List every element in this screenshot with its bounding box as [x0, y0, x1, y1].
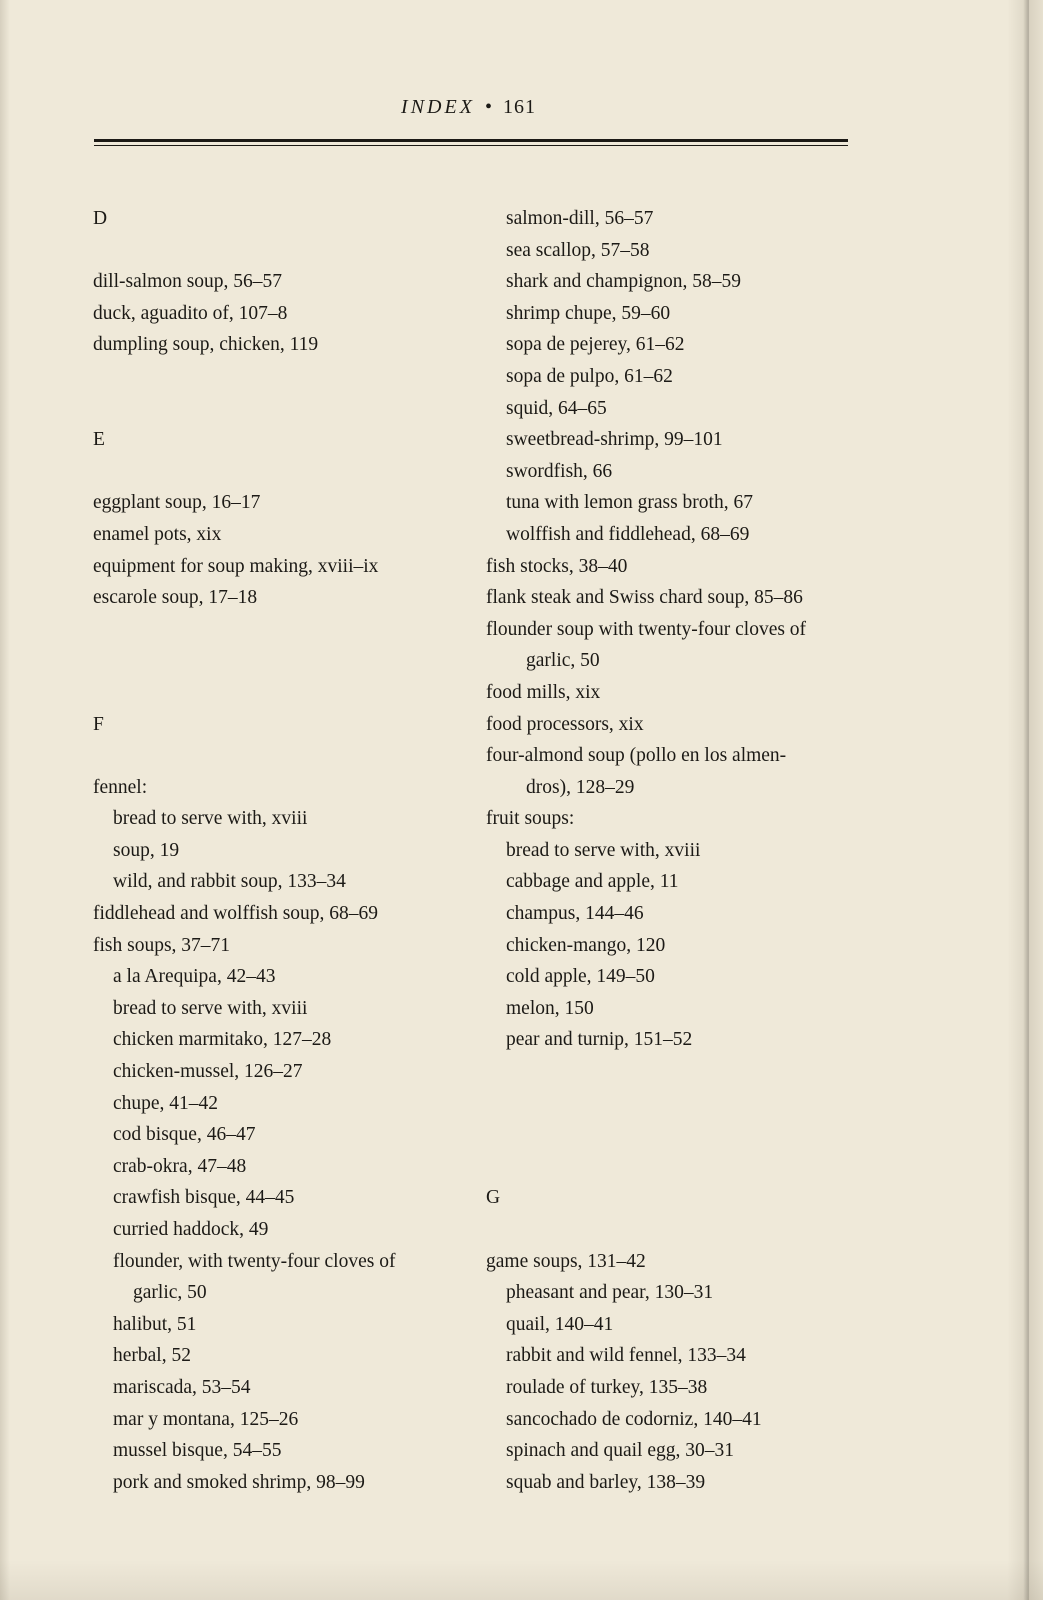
index-subentry: rabbit and wild fennel, 133–34	[506, 1345, 746, 1367]
index-subentry: crawfish bisque, 44–45	[113, 1187, 295, 1209]
blank-line	[486, 1119, 866, 1151]
index-subentry: pheasant and pear, 130–31	[506, 1282, 714, 1304]
index-entry: duck, aguadito of, 107–8	[93, 302, 288, 324]
index-subentry: wolffish and fiddlehead, 68–69	[506, 523, 750, 545]
index-entry: enamel pots, xix	[93, 523, 222, 545]
index-entry: escarole soup, 17–18	[93, 587, 258, 609]
index-subentry: salmon-dill, 56–57	[506, 208, 654, 229]
index-subentry: herbal, 52	[113, 1345, 191, 1367]
index-subentry: spinach and quail egg, 30–31	[506, 1440, 734, 1462]
index-subentry: bread to serve with, xviii	[506, 839, 701, 861]
blank-line	[93, 456, 473, 488]
index-subentry: garlic, 50	[526, 650, 600, 672]
index-subentry: chicken-mussel, 126–27	[113, 1061, 303, 1083]
index-entry: fennel:	[93, 776, 148, 798]
header-title: INDEX	[401, 96, 475, 118]
running-header	[0, 96, 937, 119]
index-subentry: shrimp chupe, 59–60	[506, 302, 671, 324]
index-subentry: chicken-mango, 120	[506, 934, 666, 956]
index-subentry: sancochado de codorniz, 140–41	[506, 1408, 762, 1430]
section-letter: F	[93, 713, 104, 735]
section-letter: G	[486, 1187, 501, 1209]
blank-line	[486, 1056, 866, 1088]
index-subentry: flounder, with twenty-four cloves of	[113, 1250, 396, 1272]
index-subentry: curried haddock, 49	[113, 1219, 269, 1240]
index-subentry: squid, 64–65	[506, 397, 607, 419]
blank-line	[486, 1214, 866, 1246]
index-subentry: halibut, 51	[113, 1313, 197, 1335]
blank-line	[93, 361, 473, 393]
index-subentry: roulade of turkey, 135–38	[506, 1376, 708, 1398]
index-subentry: mar y montana, 125–26	[113, 1408, 299, 1430]
index-entry: flank steak and Swiss chard soup, 85–86	[486, 587, 803, 609]
index-entry: dumpling soup, chicken, 119	[93, 334, 319, 356]
section-letter: D	[93, 208, 108, 229]
blank-line	[93, 645, 473, 677]
index-entry: fiddlehead and wolffish soup, 68–69	[93, 903, 379, 925]
header-rule-thick	[94, 139, 848, 142]
section-letter: E	[93, 429, 105, 451]
index-subentry: pear and turnip, 151–52	[506, 1029, 693, 1051]
index-entry: eggplant soup, 16–17	[93, 492, 261, 514]
header-rule-thin	[94, 145, 848, 146]
index-column-right	[486, 203, 866, 1498]
index-entry: equipment for soup making, xviii–ix	[93, 555, 379, 577]
index-entry: food processors, xix	[486, 713, 644, 735]
index-subentry: chicken marmitako, 127–28	[113, 1029, 332, 1051]
index-entry: fruit soups:	[486, 808, 575, 830]
index-subentry: dros), 128–29	[526, 776, 635, 798]
index-subentry: bread to serve with, xviii	[113, 808, 308, 830]
index-subentry: cold apple, 149–50	[506, 966, 655, 988]
index-subentry: bread to serve with, xviii	[113, 997, 308, 1019]
index-subentry: garlic, 50	[133, 1282, 207, 1304]
index-entry: flounder soup with twenty-four cloves of	[486, 618, 807, 640]
index-subentry: pork and smoked shrimp, 98–99	[113, 1471, 365, 1493]
blank-line	[93, 740, 473, 772]
index-entry: food mills, xix	[486, 681, 601, 703]
index-entry: dill-salmon soup, 56–57	[93, 271, 283, 293]
index-entry: game soups, 131–42	[486, 1250, 646, 1272]
page-edge-left	[0, 0, 10, 1600]
index-entry: fish stocks, 38–40	[486, 555, 628, 577]
index-subentry: swordfish, 66	[506, 460, 613, 482]
index-subentry: sea scallop, 57–58	[506, 239, 650, 261]
index-subentry: sopa de pejerey, 61–62	[506, 334, 685, 356]
page-edge-bottom	[0, 1560, 1043, 1600]
index-entry: fish soups, 37–71	[93, 934, 231, 956]
index-subentry: mariscada, 53–54	[113, 1376, 251, 1398]
index-subentry: champus, 144–46	[506, 903, 644, 925]
blank-line	[93, 393, 473, 425]
index-subentry: cabbage and apple, 11	[506, 871, 679, 893]
index-subentry: soup, 19	[113, 839, 180, 861]
index-subentry: sweetbread-shrimp, 99–101	[506, 429, 723, 451]
index-entry: four-almond soup (pollo en los almen-	[486, 745, 787, 767]
index-subentry: tuna with lemon grass broth, 67	[506, 492, 753, 514]
index-subentry: shark and champignon, 58–59	[506, 271, 742, 293]
blank-line	[486, 1088, 866, 1120]
blank-line	[486, 1151, 866, 1183]
index-subentry: crab-okra, 47–48	[113, 1155, 247, 1177]
index-subentry: wild, and rabbit soup, 133–34	[113, 871, 346, 893]
index-subentry: squab and barley, 138–39	[506, 1471, 706, 1493]
index-subentry: mussel bisque, 54–55	[113, 1440, 282, 1462]
page-edge-right	[1007, 0, 1043, 1600]
index-column-left	[93, 203, 473, 1498]
index-subentry: melon, 150	[506, 997, 594, 1019]
index-subentry: sopa de pulpo, 61–62	[506, 365, 673, 387]
blank-line	[93, 614, 473, 646]
index-subentry: chupe, 41–42	[113, 1092, 219, 1114]
header-separator: •	[484, 96, 493, 118]
blank-line	[93, 677, 473, 709]
page-number: 161	[502, 96, 536, 118]
index-subentry: quail, 140–41	[506, 1313, 614, 1335]
index-subentry: a la Arequipa, 42–43	[113, 966, 276, 988]
blank-line	[93, 235, 473, 267]
index-subentry: cod bisque, 46–47	[113, 1124, 256, 1146]
